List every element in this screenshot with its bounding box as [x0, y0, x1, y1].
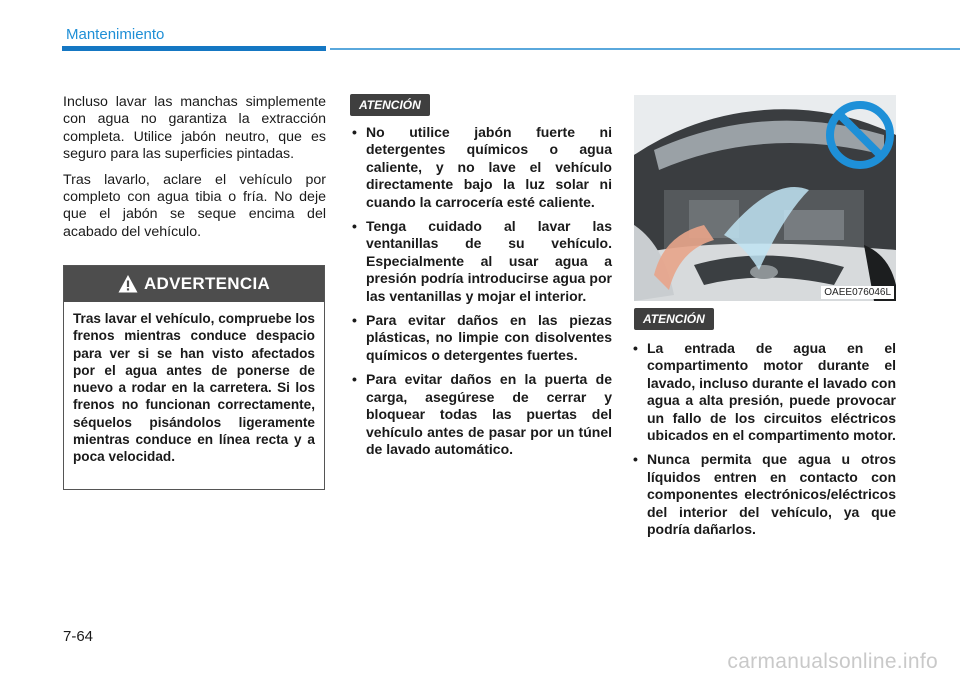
caution-label: ATENCIÓN — [634, 308, 714, 330]
image-code: OAEE076046L — [821, 286, 894, 299]
header-rule-dark — [62, 46, 326, 51]
list-item: • La entrada de agua en el compartimento motor durante el lavado, incluso durante el lavado con agua a alta presión, puede provocar un fallo de los circuitos eléctricos ubicados en el compartimento motor. — [633, 340, 896, 444]
warning-triangle-icon — [118, 274, 138, 294]
list-item: • Para evitar daños en las piezas plásticas, no limpie con disolventes químicos o detergentes fuertes. — [352, 312, 612, 364]
caution-label: ATENCIÓN — [350, 94, 430, 116]
warning-box — [63, 265, 325, 490]
section-title: Mantenimiento — [66, 26, 165, 43]
paragraph: Incluso lavar las manchas simplemente con agua no garantiza la extracción completa. Utilice jabón neutro, que es seguro para las superficies pintadas. — [63, 94, 326, 163]
list-item: • Tenga cuidado al lavar las ventanillas de su vehículo. Especialmente al usar agua a presión podría introducirse agua por las ventanillas y mojar el interior. — [352, 218, 612, 305]
warning-header — [64, 266, 324, 302]
paragraph: Tras lavarlo, aclare el vehículo por completo con agua tibia o fría. No deje que el jabón se seque encima del acabado del vehículo. — [63, 171, 326, 240]
column-left — [63, 94, 326, 249]
engine-washing-illustration — [634, 95, 896, 301]
watermark: carmanualsonline.info — [727, 650, 938, 673]
list-item: • Para evitar daños en la puerta de carga, asegúrese de cerrar y bloquear todas las puertas del vehículo antes de pasar por un túnel de lavado automático. — [352, 371, 612, 458]
warning-text: Tras lavar el vehículo, compruebe los frenos mientras conduce despacio para ver si se han visto afectados por el agua antes de ponerse de nuevo a rodar en la carretera. Si los frenos no funcionan correctamente, séquelos pisándolos ligeramente mientras conduce en línea recta y a poca velocidad. — [73, 311, 315, 465]
column-right — [633, 340, 896, 545]
page-number: 7-64 — [63, 628, 94, 645]
header-rule-light — [330, 48, 960, 50]
list-item: • Nunca permita que agua u otros líquidos entren en contacto con componentes electrónicos/eléctricos del interior del vehículo, ya que podría dañarlos. — [633, 451, 896, 538]
list-item: • No utilice jabón fuerte ni detergentes químicos o agua caliente, y no lave el vehículo directamente bajo la luz solar ni cuando la carrocería esté caliente. — [352, 124, 612, 211]
warning-title: ADVERTENCIA — [143, 274, 271, 293]
column-middle — [352, 124, 612, 465]
